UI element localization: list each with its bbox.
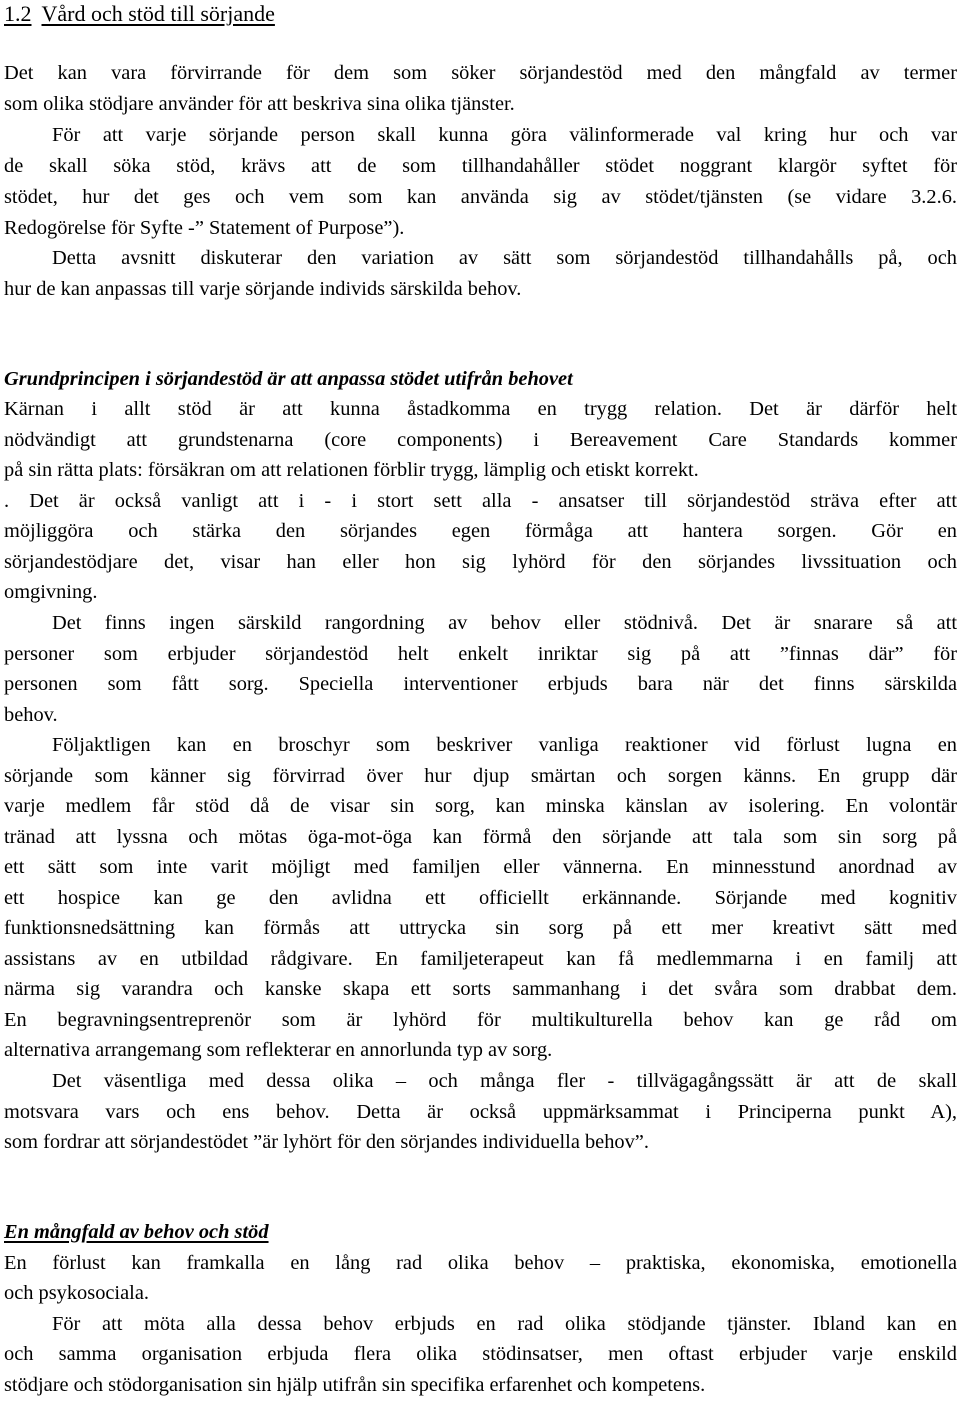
principle-line: på sin rätta plats: försäkran om att relationen förblir trygg, lämplig och etiskt korrekt. (4, 459, 699, 481)
intro-line: Detta avsnitt diskuterar den variation av sätt som sörjandestöd tillhandahålls på, och (52, 247, 957, 269)
principle-line: sörjande som känner sig förvirrad över hur djup smärtan och sorgen känns. En grupp där (4, 765, 957, 787)
principle-line: personen som fått sorg. Speciella interventioner erbjuds bara när det finns särskilda (4, 673, 957, 695)
principle-line: ett hospice kan ge den avlidna ett officiellt erkännande. Sörjande med kognitiv (4, 887, 957, 909)
principle-line: funktionsnedsättning kan förmås att uttrycka sin sorg på ett mer kreativt sätt med (4, 917, 957, 939)
principle-line: Det väsentliga med dessa olika – och många fler - tillvägagångssätt är att de skall (52, 1070, 957, 1092)
diversity-line: En förlust kan framkalla en lång rad olika behov – praktiska, ekonomiska, emotionella (4, 1252, 957, 1274)
principle-line: ett sätt som inte varit möjligt med familjen eller vännerna. En minnesstund anordnad av (4, 856, 957, 878)
section-heading (4, 0, 275, 28)
principle-line: personer som erbjuder sörjandestöd helt enkelt inriktar sig på att ”finnas där” för (4, 643, 957, 665)
principle-line: . Det är också vanligt att i - i stort sett alla - ansatser till sörjandestöd sträva efter att (4, 490, 957, 512)
principle-line: omgivning. (4, 581, 98, 603)
intro-line: För att varje sörjande person skall kunna göra välinformerade val kring hur och var (52, 124, 957, 146)
intro-line: hur de kan anpassas till varje sörjande individs särskilda behov. (4, 278, 522, 300)
diversity-heading: En mångfald av behov och stöd (4, 1221, 269, 1243)
principle-line: En begravningsentreprenör som är lyhörd för multikulturella behov kan ge råd om (4, 1009, 957, 1031)
principle-line: varje medlem får stöd då de visar sin sorg, kan minska känslan av isolering. En volontär (4, 795, 957, 817)
principle-line: nödvändigt att grundstenarna (core components) i Bereavement Care Standards kommer (4, 429, 957, 451)
principle-line: sörjandestödjare det, visar han eller hon sig lyhörd för den sörjandes livssituation och (4, 551, 957, 573)
principle-line: behov. (4, 704, 58, 726)
diversity-line: och psykosociala. (4, 1282, 149, 1304)
principle-line: tränad att lyssna och mötas öga-mot-öga kan förmå den sörjande att tala som sin sorg på (4, 826, 957, 848)
intro-line: som olika stödjare använder för att beskriva sina olika tjänster. (4, 93, 515, 115)
principle-line: närma sig varandra och kanske skapa ett sorts sammanhang i det svåra som drabbat dem. (4, 978, 957, 1000)
intro-line: Redogörelse för Syfte -” Statement of Purpose”). (4, 217, 405, 239)
principle-line: Följaktligen kan en broschyr som beskriver vanliga reaktioner vid förlust lugna en (52, 734, 957, 756)
principle-line: Kärnan i allt stöd är att kunna åstadkomma en trygg relation. Det är därför helt (4, 398, 957, 420)
principle-heading: Grundprincipen i sörjandestöd är att anpassa stödet utifrån behovet (4, 368, 573, 390)
diversity-line: stödjare och stödorganisation sin hjälp utifrån sin specifika erfarenhet och kompetens. (4, 1374, 706, 1396)
diversity-line: För att möta alla dessa behov erbjuds en rad olika stödjande tjänster. Ibland kan en (52, 1313, 957, 1335)
intro-line: stödet, hur det ges och vem som kan använda sig av stödet/tjänsten (se vidare 3.2.6. (4, 186, 957, 208)
principle-line: möjliggöra och stärka den sörjandes egen förmåga att hantera sorgen. Gör en (4, 520, 957, 542)
principle-line: assistans av en utbildad rådgivare. En familjeterapeut kan få medlemmarna i en familj att (4, 948, 957, 970)
intro-line: Det kan vara förvirrande för dem som söker sörjandestöd med den mångfald av termer (4, 62, 957, 84)
diversity-line: och samma organisation erbjuda flera olika stödinsatser, men oftast erbjuder varje enskild (4, 1343, 957, 1365)
section-number: 1.2 (4, 1, 32, 26)
intro-line: de skall söka stöd, krävs att de som tillhandahåller stödet noggrant klargör syftet för (4, 155, 957, 177)
section-title: Vård och stöd till sörjande (41, 1, 275, 26)
principle-line: alternativa arrangemang som reflekterar en annorlunda typ av sorg. (4, 1039, 553, 1061)
principle-line: som fordrar att sörjandestödet ”är lyhört för den sörjandes individuella behov”. (4, 1131, 649, 1153)
principle-line: Det finns ingen särskild rangordning av behov eller stödnivå. Det är snarare så att (52, 612, 957, 634)
principle-line: motsvara vars och ens behov. Detta är också uppmärksammat i Principerna punkt A), (4, 1101, 957, 1123)
